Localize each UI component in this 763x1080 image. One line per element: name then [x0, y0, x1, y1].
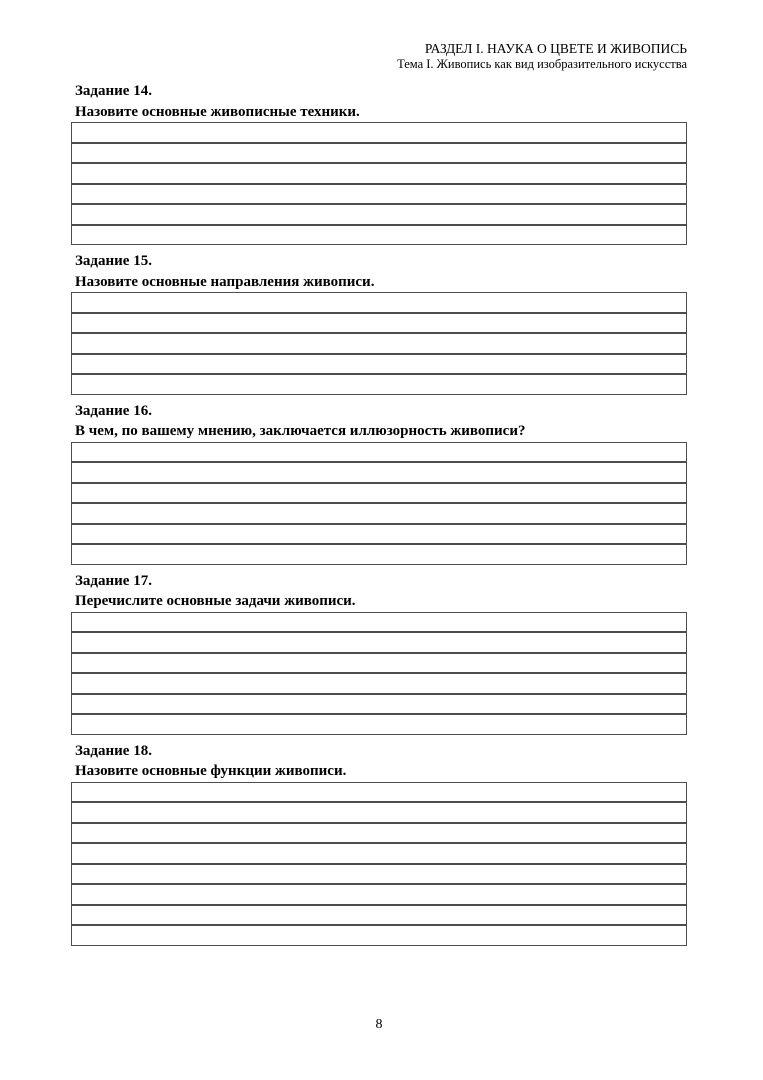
answer-line[interactable]: [71, 143, 687, 164]
answer-line[interactable]: [71, 632, 687, 653]
task-block: [71, 81, 687, 245]
answer-line[interactable]: [71, 524, 687, 545]
answer-line[interactable]: [71, 184, 687, 205]
answer-line[interactable]: [71, 503, 687, 524]
task-block: [71, 571, 687, 735]
answer-line[interactable]: [71, 354, 687, 375]
answer-table: [71, 442, 687, 565]
answer-line[interactable]: [71, 442, 687, 463]
answer-line[interactable]: [71, 483, 687, 504]
answer-line[interactable]: [71, 673, 687, 694]
answer-line[interactable]: [71, 802, 687, 823]
task-question: В чем, по вашему мнению, заключается иллюзорность живописи?: [75, 423, 526, 439]
answer-line[interactable]: [71, 843, 687, 864]
task-label: Задание 14.: [75, 83, 152, 99]
task-block: [71, 251, 687, 395]
answer-line[interactable]: [71, 163, 687, 184]
task-label: Задание 17.: [75, 572, 152, 589]
answer-table: [71, 612, 687, 735]
answer-line[interactable]: [71, 782, 687, 803]
answer-line[interactable]: [71, 204, 687, 225]
running-header: [71, 41, 687, 72]
answer-line[interactable]: [71, 544, 687, 565]
answer-line[interactable]: [71, 694, 687, 715]
answer-line[interactable]: [71, 864, 687, 885]
answer-line[interactable]: [71, 823, 687, 844]
answer-table: [71, 782, 687, 946]
task-question: Назовите основные живописные техники.: [75, 103, 360, 120]
answer-table: [71, 292, 687, 395]
answer-line[interactable]: [71, 905, 687, 926]
answer-line[interactable]: [71, 313, 687, 334]
answer-line[interactable]: [71, 122, 687, 143]
answer-line[interactable]: [71, 333, 687, 354]
answer-line[interactable]: [71, 612, 687, 633]
task-block: [71, 401, 687, 565]
answer-line[interactable]: [71, 374, 687, 395]
tasks-container: [71, 81, 687, 946]
answer-line[interactable]: [71, 653, 687, 674]
task-label: Задание 15.: [75, 253, 152, 269]
task-label: Задание 18.: [75, 742, 152, 759]
task-label: Задание 16.: [75, 402, 152, 419]
answer-line[interactable]: [71, 225, 687, 246]
task-question: Назовите основные направления живописи.: [75, 273, 375, 290]
answer-line[interactable]: [71, 462, 687, 483]
section-heading: РАЗДЕЛ I. НАУКА О ЦВЕТЕ И ЖИВОПИСЬ: [424, 41, 687, 56]
theme-subheading: Тема I. Живопись как вид изобразительного искусства: [397, 57, 687, 71]
page-number: 8: [375, 1016, 383, 1032]
task-question: Назовите основные функции живописи.: [75, 763, 347, 779]
answer-line[interactable]: [71, 714, 687, 735]
answer-line[interactable]: [71, 884, 687, 905]
answer-table: [71, 122, 687, 245]
task-block: [71, 741, 687, 946]
answer-line[interactable]: [71, 292, 687, 313]
task-question: Перечислите основные задачи живописи.: [75, 593, 356, 609]
answer-line[interactable]: [71, 925, 687, 946]
